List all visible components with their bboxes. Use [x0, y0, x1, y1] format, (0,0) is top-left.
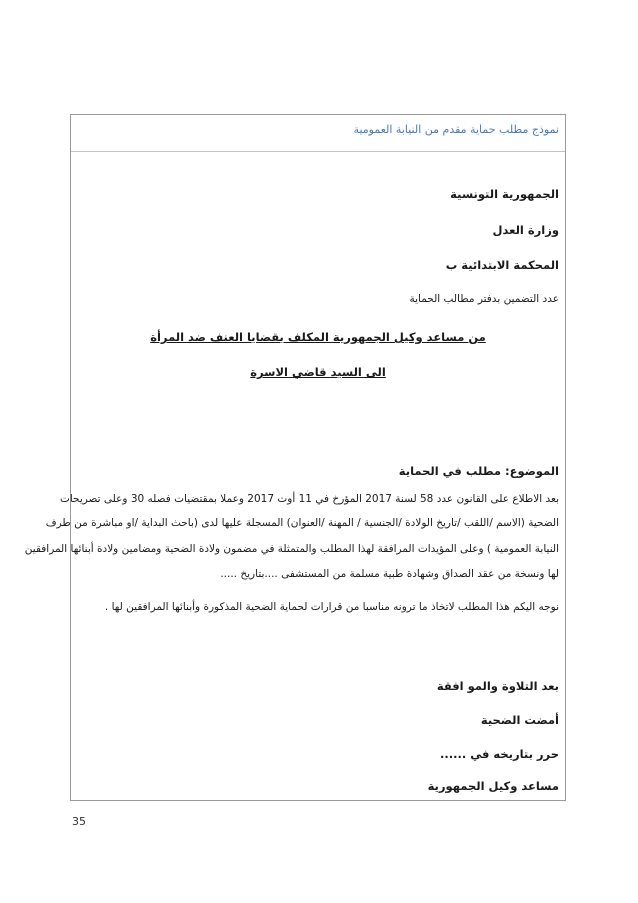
form-frame: [24, 114, 566, 801]
body-line-3: النيابة العمومية ) وعلى المؤيدات المرافقة لهذا المطلب والمتمثلة في مضمون ولادة الضحية ومضامين ولادة أبنائها المرافقين: [24, 543, 559, 555]
body-line-2: الضحية (الاسم /اللقب /تاريخ الولادة /الجنسية / المهنة /العنوان) المسجلة عليها لدى (باحث البداية /او مباشرة من طرف: [45, 517, 559, 529]
after-reading-line: بعد التلاوة والمو افقة: [436, 679, 559, 693]
header-band: [71, 115, 565, 152]
registry-number-line: عدد التضمين بدفتر مطالب الحماية: [409, 293, 559, 305]
form-title: نموذج مطلب حماية مقدم من النيابة العمومية: [353, 123, 559, 136]
ministry-line: وزارة العدل: [492, 223, 559, 237]
republic-line: الجمهورية التونسية: [450, 187, 559, 201]
request-line: نوجه اليكم هذا المطلب لاتخاذ ما ترونه مناسبا من قرارات لحماية الضحية المذكورة وأبنائها المرافقين لها .: [104, 601, 559, 613]
signatory-line: مساعد وكيل الجمهورية: [427, 779, 559, 793]
court-line: المحكمة الابتدائية ب: [445, 258, 559, 272]
written-on-line: حرر بتاريخه في ......: [440, 747, 559, 761]
page-number: 35: [72, 815, 86, 828]
subject-line: الموضوع: مطلب في الحماية: [398, 464, 559, 478]
victim-signed-line: أمضت الضحية: [480, 713, 559, 727]
body-line-1: بعد الاطلاع على القانون عدد 58 لسنة 2017 المؤرخ في 11 أوت 2017 وعملا بمقتضيات فصله 30 وعلى تصريحات: [59, 493, 559, 505]
to-line: الى السيد قاضي الاسرة: [250, 365, 386, 379]
from-line: من مساعد وكيل الجمهورية المكلف بقضايا العنف ضد المرأة: [150, 330, 486, 344]
body-line-4: لها ونسخة من عقد الصداق وشهادة طبية مسلمة من المستشفى ....بتاريخ .....: [220, 568, 559, 580]
